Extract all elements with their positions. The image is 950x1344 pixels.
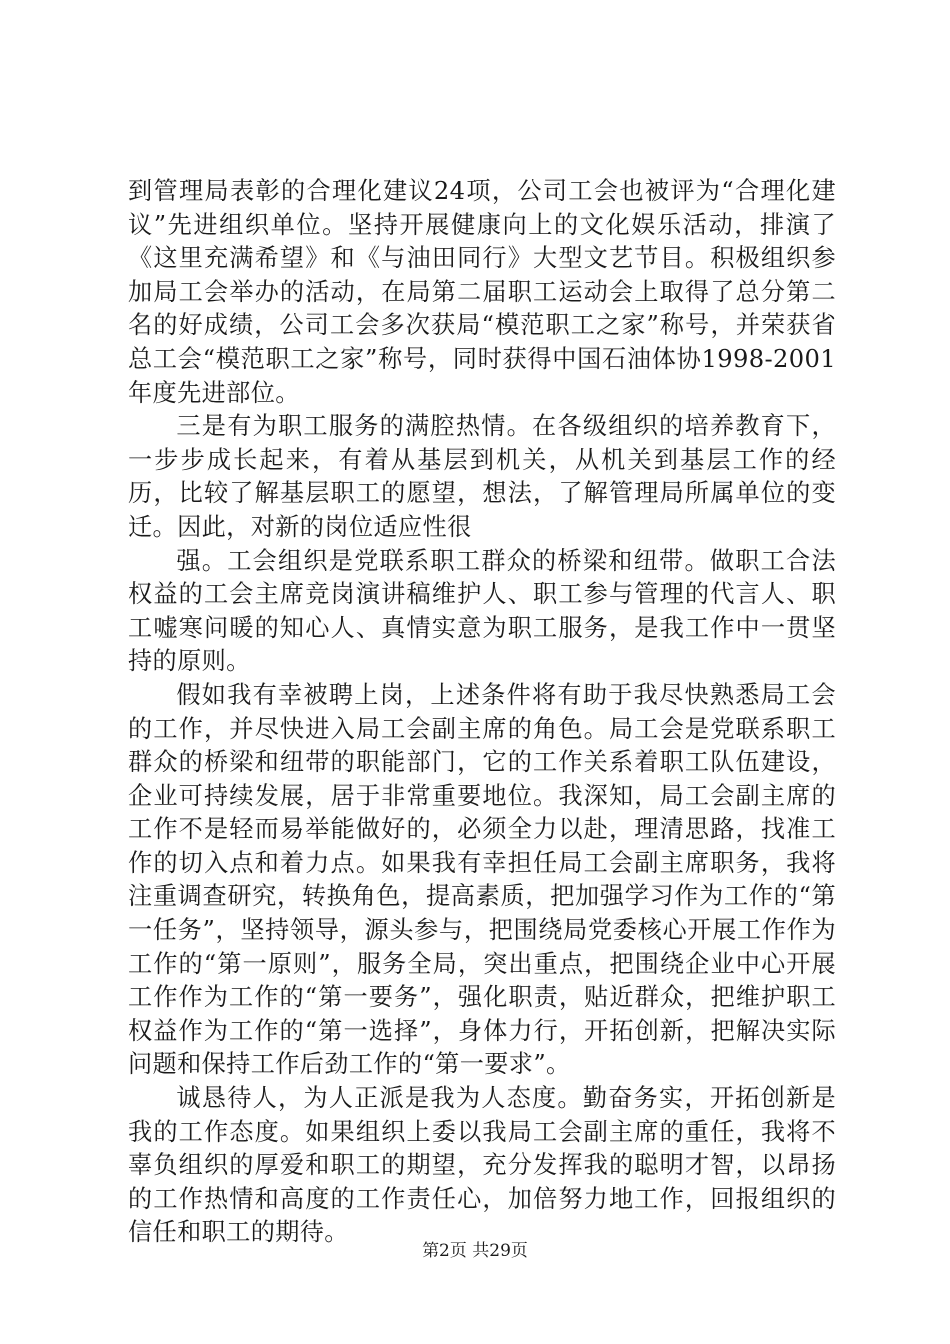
paragraph-4: 假如我有幸被聘上岗，上述条件将有助于我尽快熟悉局工会的工作，并尽快进入局工会副主席的角色。局工会是党联系职工群众的桥梁和纽带的职能部门，它的工作关系着职工队伍建设，企业可持续发展，居于非常重要地位。我深知，局工会副主席的工作不是轻而易举能做好的，必须全力以赴，理清思路，找准工作的切入点和着力点。如果我有幸担任局工会副主席职务，我将注重调查研究，转换角色，提高素质，把加强学习作为工作的“第一任务”，坚持领导，源头参与，把围绕局党委核心开展工作作为工作的“第一原则”，服务全局，突出重点，把围绕企业中心开展工作作为工作的“第一要务”，强化职责，贴近群众，把维护职工权益作为工作的“第一选择”，身体力行，开拓创新，把解决实际问题和保持工作后劲工作的“第一要求”。: [128, 680, 836, 1079]
paragraph-3: 强。工会组织是党联系职工群众的桥梁和纽带。做职工合法权益的工会主席竞岗演讲稿维护人、职工参与管理的代言人、职工嘘寒问暖的知心人、真情实意为职工服务，是我工作中一贯坚持的原则。: [128, 546, 836, 676]
document-body: [128, 175, 836, 1250]
paragraph-5: 诚恳待人，为人正派是我为人态度。勤奋务实，开拓创新是我的工作态度。如果组织上委以我局工会副主席的重任，我将不辜负组织的厚爱和职工的期望，充分发挥我的聪明才智，以昂扬的工作热情和高度的工作责任心，加倍努力地工作，回报组织的信任和职工的期待。: [128, 1084, 836, 1247]
paragraph-2: 三是有为职工服务的满腔热情。在各级组织的培养教育下，一步步成长起来，有着从基层到机关，从机关到基层工作的经历，比较了解基层职工的愿望，想法，了解管理局所属单位的变迁。因此，对新的岗位适应性很: [128, 412, 836, 541]
paragraph-1: 到管理局表彰的合理化建议24项，公司工会也被评为“合理化建议”先进组织单位。坚持开展健康向上的文化娱乐活动，排演了《这里充满希望》和《与油田同行》大型文艺节目。积极组织参加局工会举办的活动，在局第二届职工运动会上取得了总分第二名的好成绩，公司工会多次获局“模范职工之家”称号，并荣获省总工会“模范职工之家”称号，同时获得中国石油体协1998-2001年度先进部位。: [128, 177, 836, 407]
page-footer: 第2页 共29页: [422, 1241, 528, 1261]
